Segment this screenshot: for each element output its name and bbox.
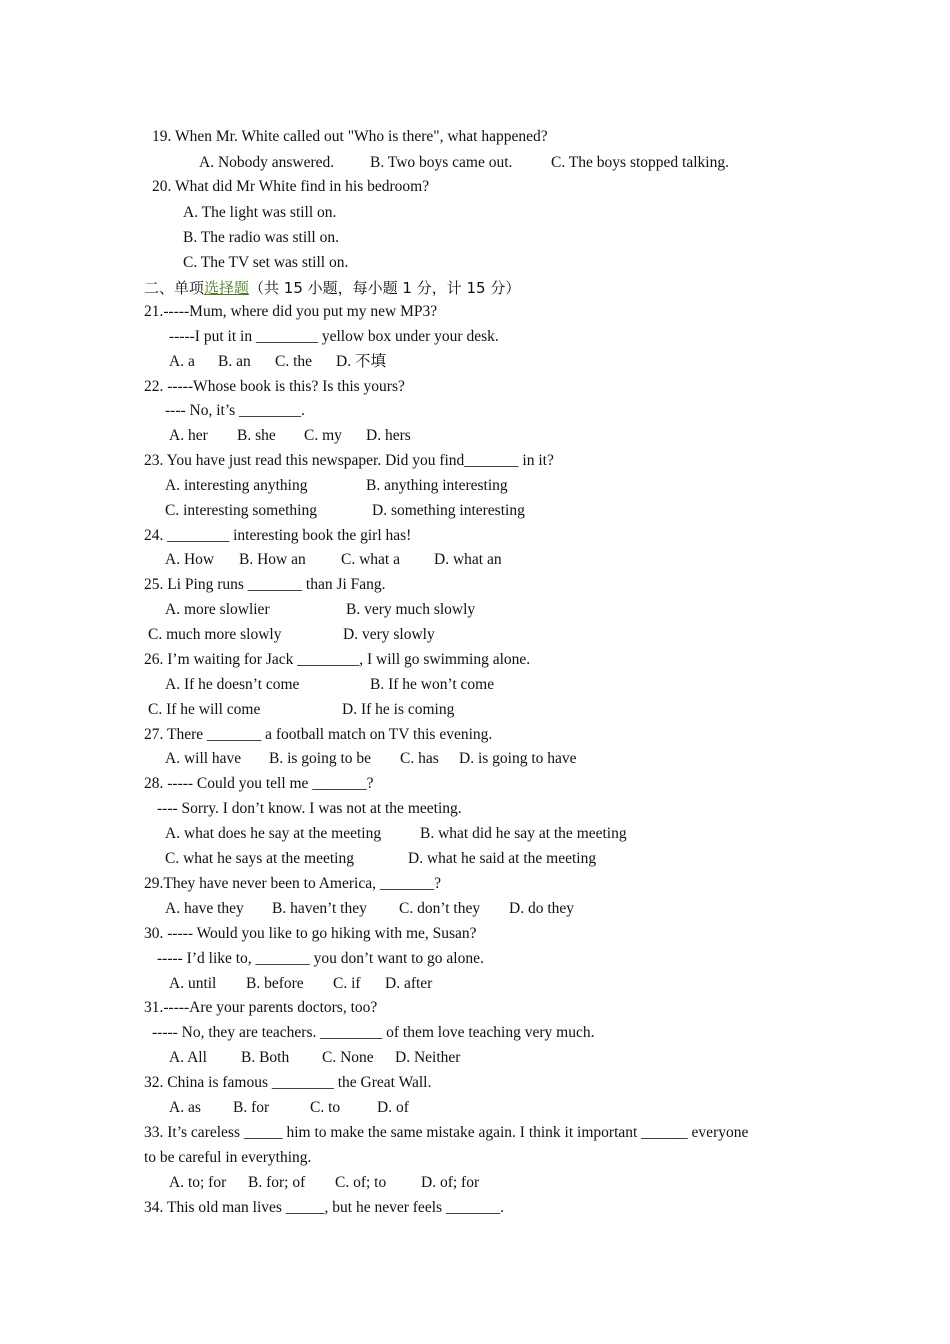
option: B. If he won’t come — [370, 676, 495, 693]
option: B. Two boys came out. — [370, 154, 513, 171]
option: C. the — [275, 353, 313, 370]
option: C. what a — [341, 551, 400, 568]
question-27: 27. There _______ a football match on TV this evening. — [144, 726, 493, 743]
question-21: 21.-----Mum, where did you put my new MP3? — [144, 303, 438, 320]
option: D. of — [377, 1099, 409, 1116]
question-28: 28. ----- Could you tell me _______? — [144, 775, 374, 792]
section-2-suffix: （共 15 小题，每小题 1 分，计 15 分） — [249, 279, 521, 297]
option: A. If he doesn’t come — [165, 676, 300, 693]
option: B. what did he say at the meeting — [420, 825, 627, 842]
option: D. what an — [434, 551, 502, 568]
option: C. has — [400, 750, 439, 767]
question-30-reply: ----- I’d like to, _______ you don’t want to go alone. — [157, 950, 484, 967]
option: B. How an — [239, 551, 306, 568]
question-22: 22. -----Whose book is this? Is this yours? — [144, 378, 405, 395]
option: A. All — [169, 1049, 207, 1066]
option: B. an — [218, 353, 251, 370]
question-34: 34. This old man lives _____, but he never feels _______. — [144, 1199, 505, 1216]
option: A. How — [165, 551, 215, 568]
question-20: 20. What did Mr White find in his bedroom? — [152, 178, 430, 195]
question-19-options — [0, 153, 950, 253]
option: B. for; of — [248, 1174, 306, 1191]
option: C. what he says at the meeting — [165, 850, 354, 867]
question-33-options — [0, 1173, 950, 1293]
question-33: 33. It’s careless _____ him to make the same mistake again. I think it important ______ everyone — [144, 1124, 749, 1141]
option: C. if — [333, 975, 361, 992]
option: C. None — [322, 1049, 374, 1066]
option: A. as — [169, 1099, 201, 1116]
option: B. very much slowly — [346, 601, 476, 618]
option: D. very slowly — [343, 626, 435, 643]
option: B. anything interesting — [366, 477, 508, 494]
question-31-reply: ----- No, they are teachers. ________ of them love teaching very much. — [152, 1024, 595, 1041]
option: D. hers — [366, 427, 411, 444]
question-23: 23. You have just read this newspaper. Did you find_______ in it? — [144, 452, 554, 469]
section-2-heading — [144, 278, 520, 298]
section-2-prefix: 二、单项 — [144, 279, 205, 297]
option: A. Nobody answered. — [199, 154, 335, 171]
option: D. of; for — [421, 1174, 480, 1191]
question-21-reply: -----I put it in ________ yellow box under your desk. — [169, 328, 499, 345]
option: C. interesting something — [165, 502, 317, 519]
option: A. interesting anything — [165, 477, 308, 494]
option: B. she — [237, 427, 276, 444]
option: A. more slowlier — [165, 601, 270, 618]
option: B. for — [233, 1099, 270, 1116]
option: D. after — [385, 975, 433, 992]
option: B. is going to be — [269, 750, 372, 767]
option: D. If he is coming — [342, 701, 455, 718]
option: D. Neither — [395, 1049, 461, 1066]
option: A. The light was still on. — [183, 204, 337, 221]
question-26: 26. I’m waiting for Jack ________, I will go swimming alone. — [144, 651, 531, 668]
question-22-reply: ---- No, it’s ________. — [165, 402, 305, 419]
option: B. before — [246, 975, 304, 992]
question-32: 32. China is famous ________ the Great Wall. — [144, 1074, 432, 1091]
option: A. her — [169, 427, 208, 444]
option: A. will have — [165, 750, 242, 767]
question-19: 19. When Mr. White called out "Who is there", what happened? — [152, 128, 548, 145]
option: D. 不填 — [336, 353, 386, 370]
question-33-continued: to be careful in everything. — [144, 1149, 312, 1166]
question-25: 25. Li Ping runs _______ than Ji Fang. — [144, 576, 386, 593]
question-28-reply: ---- Sorry. I don’t know. I was not at the meeting. — [157, 800, 462, 817]
option: C. of; to — [335, 1174, 387, 1191]
section-2-link[interactable]: 选择题 — [204, 279, 250, 297]
option: A. to; for — [169, 1174, 227, 1191]
option: D. is going to have — [459, 750, 577, 767]
option: A. have they — [165, 900, 244, 917]
option: C. don’t they — [399, 900, 481, 917]
option: D. do they — [509, 900, 575, 917]
option: A. what does he say at the meeting — [165, 825, 382, 842]
option: C. much more slowly — [148, 626, 282, 643]
option: A. until — [169, 975, 217, 992]
option: C. to — [310, 1099, 341, 1116]
question-29: 29.They have never been to America, _______? — [144, 875, 441, 892]
option: C. The TV set was still on. — [183, 254, 349, 271]
question-24: 24. ________ interesting book the girl has! — [144, 527, 412, 544]
option: A. a — [169, 353, 195, 370]
option: C. The boys stopped talking. — [551, 154, 729, 171]
option: D. what he said at the meeting — [408, 850, 597, 867]
option: D. something interesting — [372, 502, 525, 519]
option: C. If he will come — [148, 701, 261, 718]
question-30: 30. ----- Would you like to go hiking with me, Susan? — [144, 925, 477, 942]
option: C. my — [304, 427, 342, 444]
option: B. The radio was still on. — [183, 229, 339, 246]
question-31: 31.-----Are your parents doctors, too? — [144, 999, 378, 1016]
option: B. Both — [241, 1049, 290, 1066]
option: B. haven’t they — [272, 900, 367, 917]
